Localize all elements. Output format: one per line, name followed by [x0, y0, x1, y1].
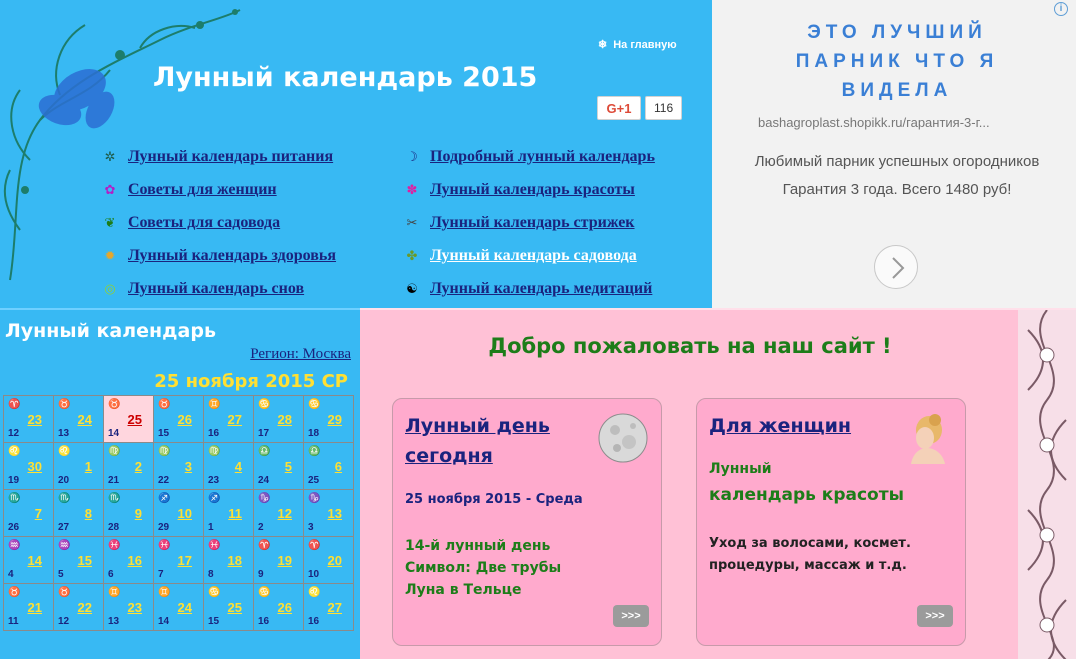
calendar-day-number[interactable]: 8: [84, 506, 92, 521]
ad-next-button[interactable]: [874, 245, 918, 289]
lunar-day-number: 6: [108, 569, 114, 580]
calendar-day-number[interactable]: 11: [228, 506, 242, 521]
calendar-day-cell[interactable]: [54, 490, 104, 537]
calendar-title: Лунный календарь: [5, 320, 216, 342]
zodiac-sign-icon: ♋: [308, 399, 321, 410]
zodiac-sign-icon: ♊: [108, 587, 121, 598]
ad-headline[interactable]: ЭТО ЛУЧШИЙ ПАРНИК ЧТО Я ВИДЕЛА: [795, 22, 999, 101]
calendar-day-number[interactable]: 26: [177, 412, 192, 427]
zodiac-sign-icon: ♌: [8, 446, 21, 457]
ad-banner[interactable]: [712, 0, 1076, 308]
calendar-day-cell[interactable]: [254, 537, 304, 584]
calendar-day-cell[interactable]: [204, 443, 254, 490]
calendar-day-cell[interactable]: [204, 490, 254, 537]
lunar-day-number: 24: [258, 475, 270, 486]
gplus-button[interactable]: G+1: [597, 96, 641, 120]
lunar-day-number: 8: [208, 569, 214, 580]
lunar-day-number: 18: [308, 428, 320, 439]
calendar-day-cell[interactable]: [154, 490, 204, 537]
welcome-heading: Добро пожаловать на наш сайт !: [488, 334, 892, 358]
lunar-day-number: 29: [158, 522, 170, 533]
ad-info-icon[interactable]: i: [1054, 2, 1068, 16]
calendar-panel: [0, 308, 360, 659]
lunar-day-number: 27: [58, 522, 70, 533]
blossom-icon: ✽: [406, 182, 418, 197]
zodiac-sign-icon: ♋: [208, 587, 221, 598]
calendar-day-number[interactable]: 13: [327, 506, 342, 521]
lunar-day-number: 13: [108, 616, 120, 627]
calendar-day-number[interactable]: 2: [134, 459, 142, 474]
zodiac-sign-icon: ♍: [158, 446, 171, 457]
calendar-day-number[interactable]: 16: [127, 553, 142, 568]
lunar-day-number: 17: [258, 428, 270, 439]
gplus-widget: [597, 96, 682, 120]
lunar-day-number: 11: [8, 616, 19, 627]
women-desc-line2: процедуры, массаж и т.д.: [709, 558, 907, 573]
calendar-day-number[interactable]: 4: [234, 459, 242, 474]
lunar-day-symbol: Символ: Две трубы: [405, 560, 562, 576]
calendar-day-number[interactable]: 14: [27, 553, 42, 568]
lunar-day-number: 21: [108, 475, 120, 486]
lunar-day-number: 16: [258, 616, 270, 627]
lunar-day-number: 25: [308, 475, 320, 486]
calendar-day-number[interactable]: 23: [27, 412, 42, 427]
calendar-day-cell[interactable]: [54, 443, 104, 490]
moon-sign: Луна в Тельце: [405, 582, 522, 598]
home-link[interactable]: [598, 38, 677, 51]
nav-link-haircut[interactable]: Лунный календарь стрижек: [430, 214, 635, 231]
lunar-day-number: 19: [8, 475, 20, 486]
zodiac-sign-icon: ♑: [258, 493, 271, 504]
calendar-day-number[interactable]: 26: [277, 600, 292, 615]
nav-item: [100, 214, 280, 232]
calendar-day-number[interactable]: 7: [34, 506, 42, 521]
nav-link-women-tips[interactable]: Советы для женщин: [128, 181, 277, 198]
lunar-day-number: 10: [308, 569, 320, 580]
calendar-day-cell[interactable]: [4, 396, 54, 443]
calendar-day-number[interactable]: 20: [327, 553, 342, 568]
lunar-day-card: [392, 398, 662, 646]
calendar-day-cell[interactable]: [104, 584, 154, 631]
calendar-day-cell[interactable]: [154, 584, 204, 631]
nav-item: [402, 181, 635, 199]
nav-link-gardener-tips[interactable]: Советы для садовода: [128, 214, 281, 231]
calendar-grid: [3, 395, 354, 631]
calendar-day-number[interactable]: 9: [134, 506, 142, 521]
zodiac-sign-icon: ♍: [108, 446, 121, 457]
zodiac-sign-icon: ♉: [58, 399, 71, 410]
plant-icon: ✤: [406, 248, 418, 263]
calendar-current-date: 25 ноября 2015 СР: [154, 371, 348, 392]
women-card-more-button[interactable]: >>>: [917, 605, 953, 627]
lunar-day-number: 14-й лунный день: [405, 538, 551, 554]
calendar-day-cell[interactable]: [104, 537, 154, 584]
lunar-day-number: 7: [158, 569, 164, 580]
calendar-day-number[interactable]: 6: [334, 459, 342, 474]
zodiac-sign-icon: ♉: [158, 399, 171, 410]
calendar-day-cell[interactable]: [104, 490, 154, 537]
calendar-day-cell[interactable]: [4, 584, 54, 631]
nav-item: [402, 280, 652, 298]
calendar-day-cell[interactable]: [104, 396, 154, 443]
nav-item: [100, 247, 336, 265]
ornamental-border-icon: [1018, 310, 1076, 659]
region-link[interactable]: Регион: Москва: [250, 346, 351, 362]
zodiac-sign-icon: ♏: [108, 493, 121, 504]
snowflake-icon: ❄: [598, 39, 608, 51]
calendar-day-cell[interactable]: [254, 443, 304, 490]
crescent-moon-icon: ☽: [406, 149, 418, 164]
lunar-day-number: 16: [308, 616, 320, 627]
calendar-day-cell[interactable]: [4, 537, 54, 584]
calendar-day-cell[interactable]: [104, 443, 154, 490]
lunar-day-number: 2: [258, 522, 264, 533]
calendar-day-number[interactable]: 15: [77, 553, 92, 568]
calendar-day-number[interactable]: 27: [227, 412, 242, 427]
zodiac-sign-icon: ♐: [208, 493, 221, 504]
calendar-day-number[interactable]: 18: [227, 553, 242, 568]
calendar-day-number[interactable]: 25: [127, 412, 142, 427]
lunar-day-number: 14: [158, 616, 170, 627]
calendar-day-cell[interactable]: [304, 396, 354, 443]
lunar-day-title-line1: Лунный день: [405, 415, 550, 437]
zodiac-sign-icon: ♎: [308, 446, 321, 457]
lunar-day-number: 16: [208, 428, 220, 439]
lunar-day-number: 26: [8, 522, 20, 533]
zodiac-sign-icon: ♎: [258, 446, 271, 457]
zodiac-sign-icon: ♊: [158, 587, 171, 598]
zodiac-sign-icon: ♋: [258, 399, 271, 410]
nav-link-health[interactable]: Лунный календарь здоровья: [128, 247, 337, 264]
lunar-day-number: 12: [8, 428, 20, 439]
zodiac-sign-icon: ♏: [58, 493, 71, 504]
calendar-day-number[interactable]: 10: [177, 506, 192, 521]
women-card-sub1: Лунный: [709, 461, 772, 477]
calendar-day-number[interactable]: 17: [177, 553, 192, 568]
women-desc-line1: Уход за волосами, космет.: [709, 536, 911, 551]
nav-item: [402, 148, 655, 166]
zodiac-sign-icon: ♋: [258, 587, 271, 598]
zodiac-sign-icon: ♉: [58, 587, 71, 598]
zodiac-sign-icon: ♊: [208, 399, 221, 410]
calendar-day-cell[interactable]: [204, 537, 254, 584]
calendar-day-number[interactable]: 27: [327, 600, 342, 615]
calendar-day-number[interactable]: 29: [327, 412, 342, 427]
site-title: Лунный календарь 2015: [153, 62, 538, 93]
lunar-day-number: 1: [208, 522, 214, 533]
lunar-day-number: 22: [158, 475, 170, 486]
zodiac-sign-icon: ♈: [8, 399, 21, 410]
nav-link-detailed[interactable]: Подробный лунный календарь: [430, 148, 655, 165]
lunar-day-title-line2: сегодня: [405, 445, 493, 467]
lunar-day-more-button[interactable]: >>>: [613, 605, 649, 627]
calendar-day-cell[interactable]: [4, 443, 54, 490]
lunar-day-number: 3: [308, 522, 314, 533]
yin-yang-icon: ☯: [406, 281, 418, 296]
zodiac-sign-icon: ♍: [208, 446, 221, 457]
zodiac-sign-icon: ♐: [158, 493, 171, 504]
calendar-day-cell[interactable]: [54, 584, 104, 631]
zodiac-sign-icon: ♉: [8, 587, 21, 598]
zodiac-sign-icon: ♒: [8, 540, 21, 551]
lunar-day-date: 25 ноября 2015 - Среда: [405, 492, 583, 507]
calendar-day-number[interactable]: 24: [77, 412, 92, 427]
calendar-day-cell[interactable]: [304, 443, 354, 490]
home-link-label: На главную: [613, 38, 677, 51]
nav-item: [402, 214, 635, 232]
lunar-day-number: 15: [158, 428, 170, 439]
nav-link-meditation[interactable]: Лунный календарь медитаций: [430, 280, 653, 297]
calendar-day-number[interactable]: 5: [284, 459, 292, 474]
main-content: [360, 308, 1076, 659]
calendar-day-cell[interactable]: [54, 537, 104, 584]
calendar-day-number[interactable]: 28: [277, 412, 292, 427]
nav-link-beauty[interactable]: Лунный календарь красоты: [430, 181, 635, 198]
lunar-day-number: 9: [258, 569, 264, 580]
nav-item: [100, 181, 277, 199]
nav-link-dreams[interactable]: Лунный календарь снов: [128, 280, 305, 297]
gplus-count: 116: [645, 96, 682, 120]
lunar-day-number: 4: [8, 569, 14, 580]
ad-url[interactable]: bashagroplast.shopikk.ru/гарантия-3-г...: [758, 115, 990, 130]
chevron-right-icon: [875, 246, 919, 290]
calendar-day-number[interactable]: 3: [184, 459, 192, 474]
sun-icon: ✹: [104, 248, 116, 263]
leaf-icon: ✲: [104, 149, 116, 164]
lunar-day-number: 13: [58, 428, 70, 439]
zodiac-sign-icon: ♓: [108, 540, 121, 551]
calendar-day-cell[interactable]: [54, 396, 104, 443]
calendar-day-cell[interactable]: [304, 584, 354, 631]
nav-item: [100, 280, 304, 298]
calendar-day-cell[interactable]: [154, 396, 204, 443]
nav-link-gardener[interactable]: Лунный календарь садовода: [430, 247, 637, 264]
calendar-day-cell[interactable]: [204, 396, 254, 443]
woman-portrait-icon: [905, 412, 951, 464]
calendar-day-number[interactable]: 23: [127, 600, 142, 615]
nav-link-nutrition[interactable]: Лунный календарь питания: [128, 148, 334, 165]
zodiac-sign-icon: ♏: [8, 493, 21, 504]
lunar-day-info: [405, 535, 561, 601]
site-header: [0, 0, 712, 308]
calendar-day-cell[interactable]: [254, 584, 304, 631]
lunar-day-number: 15: [208, 616, 220, 627]
lunar-day-number: 5: [58, 569, 64, 580]
women-card-sub2: календарь красоты: [709, 485, 904, 505]
flower-icon: ✿: [104, 182, 116, 197]
calendar-day-cell[interactable]: [254, 396, 304, 443]
lunar-day-number: 20: [58, 475, 70, 486]
calendar-day-number[interactable]: 25: [227, 600, 242, 615]
women-card: [696, 398, 966, 646]
zodiac-sign-icon: ♈: [308, 540, 321, 551]
calendar-day-cell[interactable]: [4, 490, 54, 537]
calendar-day-number[interactable]: 12: [277, 506, 292, 521]
zodiac-sign-icon: ♌: [58, 446, 71, 457]
zodiac-sign-icon: ♉: [108, 399, 121, 410]
calendar-day-number[interactable]: 30: [27, 459, 42, 474]
ad-text: Любимый парник успешных огородников Гарантия 3 года. Всего 1480 руб!: [754, 153, 1040, 198]
zodiac-sign-icon: ♒: [58, 540, 71, 551]
scissors-icon: ✂: [406, 215, 418, 230]
lunar-day-card-title[interactable]: [405, 411, 550, 471]
sprout-icon: ❦: [104, 215, 116, 230]
lunar-day-number: 12: [58, 616, 70, 627]
calendar-day-cell[interactable]: [254, 490, 304, 537]
zodiac-sign-icon: ♓: [158, 540, 171, 551]
calendar-day-number[interactable]: 1: [84, 459, 92, 474]
zodiac-sign-icon: ♓: [208, 540, 221, 551]
nav-item: [402, 247, 637, 265]
women-card-desc: [709, 533, 911, 577]
lunar-day-number: 28: [108, 522, 120, 533]
lunar-day-number: 14: [108, 428, 120, 439]
lunar-day-number: 23: [208, 475, 220, 486]
calendar-day-number[interactable]: 22: [77, 600, 92, 615]
women-card-title[interactable]: Для женщин: [709, 415, 852, 437]
calendar-day-cell[interactable]: [204, 584, 254, 631]
spiral-icon: ◎: [104, 281, 116, 296]
full-moon-icon: [597, 412, 649, 464]
nav-item: [100, 148, 333, 166]
zodiac-sign-icon: ♈: [258, 540, 271, 551]
calendar-day-cell[interactable]: [154, 443, 204, 490]
zodiac-sign-icon: ♌: [308, 587, 321, 598]
calendar-day-cell[interactable]: [304, 537, 354, 584]
calendar-day-number[interactable]: 19: [277, 553, 292, 568]
zodiac-sign-icon: ♑: [308, 493, 321, 504]
calendar-day-number[interactable]: 21: [27, 600, 42, 615]
calendar-day-number[interactable]: 24: [177, 600, 192, 615]
calendar-day-cell[interactable]: [154, 537, 204, 584]
calendar-day-cell[interactable]: [304, 490, 354, 537]
